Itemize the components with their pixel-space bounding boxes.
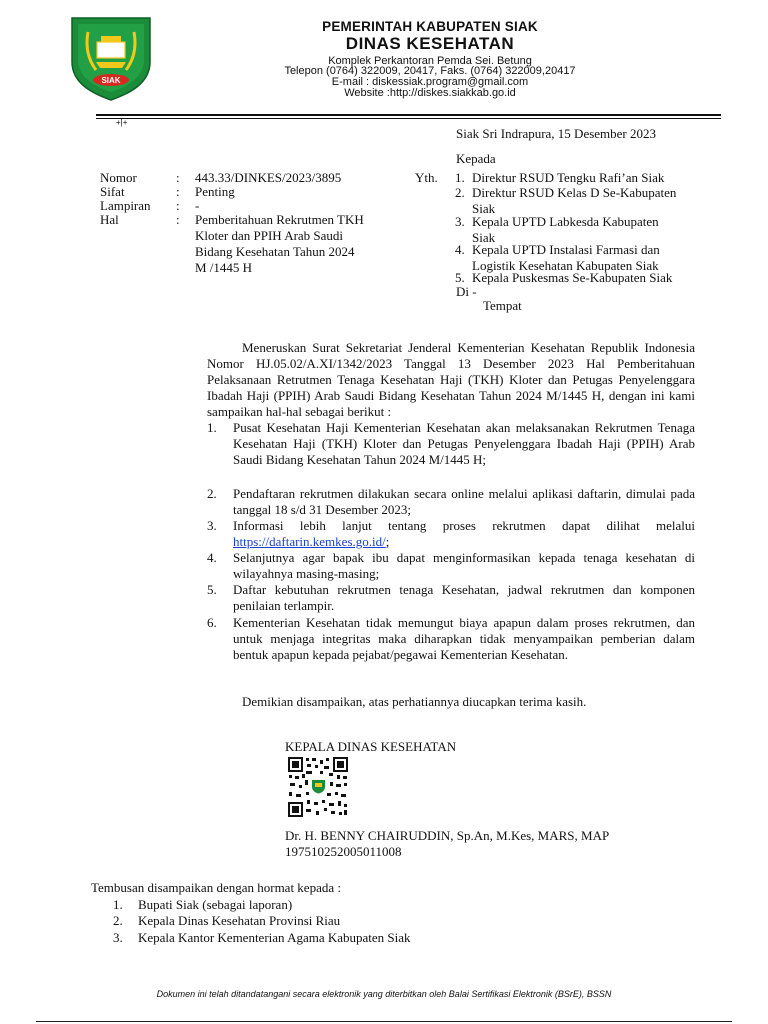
recipient-num: 3. xyxy=(455,214,465,229)
hal-line: Kloter dan PPIH Arab Saudi xyxy=(195,228,344,243)
cc-text: Kepala Kantor Kementerian Agama Kabupaten Siak xyxy=(138,930,411,945)
meta-value-lampiran: - xyxy=(195,198,200,213)
recipient-num: 4. xyxy=(455,242,465,257)
point-num: 2. xyxy=(207,486,217,501)
cc-item xyxy=(113,913,340,929)
meta-colon: : xyxy=(176,170,180,185)
point-num: 4. xyxy=(207,550,217,565)
cc-num: 2. xyxy=(113,913,123,928)
meta-colon: : xyxy=(176,198,180,213)
siak-regency-crest-icon xyxy=(66,14,156,102)
meta-value-hal xyxy=(195,212,364,276)
letterhead-rule-thick xyxy=(96,114,721,116)
signatory-nip: 197510252005011008 xyxy=(285,844,402,859)
cc-title: Tembusan disampaikan dengan hormat kepada : xyxy=(91,880,341,895)
cc-num: 3. xyxy=(113,930,123,945)
point-item xyxy=(207,518,695,550)
meta-label-nomor: Nomor xyxy=(100,170,137,185)
recipient-num: 1. xyxy=(455,170,465,185)
hal-line: Pemberitahuan Rekrutmen TKH xyxy=(195,212,364,227)
meta-value-nomor: 443.33/DINKES/2023/3895 xyxy=(195,170,342,185)
point-text: Selanjutnya agar bapak ibu dapat menginformasikan kepada tenaga kesehatan di wilayahnya masing-masing; xyxy=(233,550,695,581)
meta-colon: : xyxy=(176,212,180,227)
recipient-item xyxy=(455,270,715,286)
anchor-mark: +|+ xyxy=(116,118,128,127)
point-num: 1. xyxy=(207,420,217,435)
logo-text: SIAK xyxy=(101,76,121,85)
point-text: Kementerian Kesehatan tidak memungut biaya apapun dalam proses rekrutmen, dan untuk menjaga integritas maka diharapkan tidak menyampaikan pemberian dalam bentuk apapun kepada pejabat/pegawai Kementerian Kesehatan. xyxy=(233,615,695,662)
hal-line: M /1445 H xyxy=(195,260,253,275)
letterhead-email: E-mail : diskessiak.program@gmail.com xyxy=(331,76,529,88)
cc-item xyxy=(113,930,411,946)
point-text xyxy=(233,518,695,550)
point-text-part: ; xyxy=(385,534,390,549)
intro-paragraph: Meneruskan Surat Sekretariat Jenderal Kementerian Kesehatan Republik Indonesia Nomor HJ.05.02/A.XI/1342/2023 Tanggal 13 Desember 2023 Hal Pemberitahuan Pelaksanaan Retrutmen Tenaga Kesehatan Haji (TKH) Kloter dan Petugas Penyelenggara Ibadah Haji (PPIH) Arab Saudi Bidang Kesehatan Tahun 2024 M/1445 H, dengan ini kami sampaikan hal-hal sebagai berikut : xyxy=(207,340,695,419)
meta-value-sifat: Penting xyxy=(195,184,235,199)
qr-code-signature-icon xyxy=(287,756,349,818)
letterhead-phone: Telepon (0764) 322009, 20417, Faks. (0764) 322009,20417 xyxy=(284,65,576,77)
recipient-line: Kepala Puskesmas Se-Kabupaten Siak xyxy=(472,270,673,285)
recipient-line: Siak xyxy=(472,201,496,216)
recipient-num: 5. xyxy=(455,270,465,285)
signature-title: KEPALA DINAS KESEHATAN xyxy=(285,739,457,754)
point-text: Pusat Kesehatan Haji Kementerian Kesehatan akan melaksanakan Rekrutmen Tenaga Kesehatan Haji (TKH) Kloter dan Petugas Penyelenggara Ibadah Haji (PPIH) Arab Saudi Bidang Kesehatan Tahun 2024 M/1445 H; xyxy=(233,420,695,467)
recipient-line: Siak xyxy=(472,230,496,245)
recipient-line: Direktur RSUD Tengku Rafi’an Siak xyxy=(472,170,665,185)
letterhead-rule-thin xyxy=(96,118,721,119)
recipient-num: 2. xyxy=(455,185,465,200)
letterhead-website: Website :http://diskes.siakkab.go.id xyxy=(344,87,516,99)
letter-date: Siak Sri Indrapura, 15 Desember 2023 xyxy=(456,126,657,141)
yth-label: Yth. xyxy=(415,170,438,185)
meta-label-sifat: Sifat xyxy=(100,184,125,199)
meta-colon: : xyxy=(176,184,180,199)
daftarin-link[interactable]: https://daftarin.kemkes.go.id/ xyxy=(233,534,386,549)
meta-label-hal: Hal xyxy=(100,212,119,227)
recipient-item xyxy=(455,170,715,186)
point-text: Daftar kebutuhan rekrutmen tenaga Kesehatan, jadwal rekrutmen dan komponen penilaian terlampir. xyxy=(233,582,695,613)
point-text-part: Informasi lebih lanjut tentang proses rekrutmen dapat dilihat melalui xyxy=(233,518,695,533)
point-item xyxy=(207,486,695,518)
recipient-line: Logistik Kesehatan Kabupaten Siak xyxy=(472,258,659,273)
cc-num: 1. xyxy=(113,897,123,912)
closing-sentence: Demikian disampaikan, atas perhatiannya diucapkan terima kasih. xyxy=(242,694,587,709)
recipient-line: Direktur RSUD Kelas D Se-Kabupaten xyxy=(472,185,677,200)
cc-text: Bupati Siak (sebagai laporan) xyxy=(138,897,293,912)
point-num: 3. xyxy=(207,518,217,533)
kepada-label: Kepada xyxy=(456,151,496,166)
letterhead-agency: DINAS KESEHATAN xyxy=(345,34,515,53)
recipient-line: Kepala UPTD Instalasi Farmasi dan xyxy=(472,242,660,257)
recipient-item xyxy=(455,185,715,217)
tempat-label: Tempat xyxy=(483,298,522,313)
meta-label-lampiran: Lampiran xyxy=(100,198,151,213)
footer-rule xyxy=(36,1021,732,1022)
cc-item xyxy=(113,897,292,913)
point-item xyxy=(207,582,695,614)
letterhead-address: Komplek Perkantoran Pemda Sei. Betung xyxy=(328,55,532,67)
cc-text: Kepala Dinas Kesehatan Provinsi Riau xyxy=(138,913,341,928)
recipient-line: Kepala UPTD Labkesda Kabupaten xyxy=(472,214,659,229)
point-item xyxy=(207,420,695,468)
hal-line: Bidang Kesehatan Tahun 2024 xyxy=(195,244,355,259)
point-num: 6. xyxy=(207,615,217,630)
point-text: Pendaftaran rekrutmen dilakukan secara online melalui aplikasi daftarin, dimulai pada tanggal 18 s/d 31 Desember 2023; xyxy=(233,486,695,517)
point-num: 5. xyxy=(207,582,217,597)
signatory-name: Dr. H. BENNY CHAIRUDDIN, Sp.An, M.Kes, MARS, MAP xyxy=(285,828,610,843)
letterhead-government: PEMERINTAH KABUPATEN SIAK xyxy=(322,19,538,34)
di-label: Di - xyxy=(456,284,477,299)
footer-esign-note: Dokumen ini telah ditandatangani secara elektronik yang diterbitkan oleh Balai Sertifikasi Elektronik (BSrE), BSSN xyxy=(156,989,612,999)
point-item xyxy=(207,550,695,582)
point-item xyxy=(207,615,695,663)
